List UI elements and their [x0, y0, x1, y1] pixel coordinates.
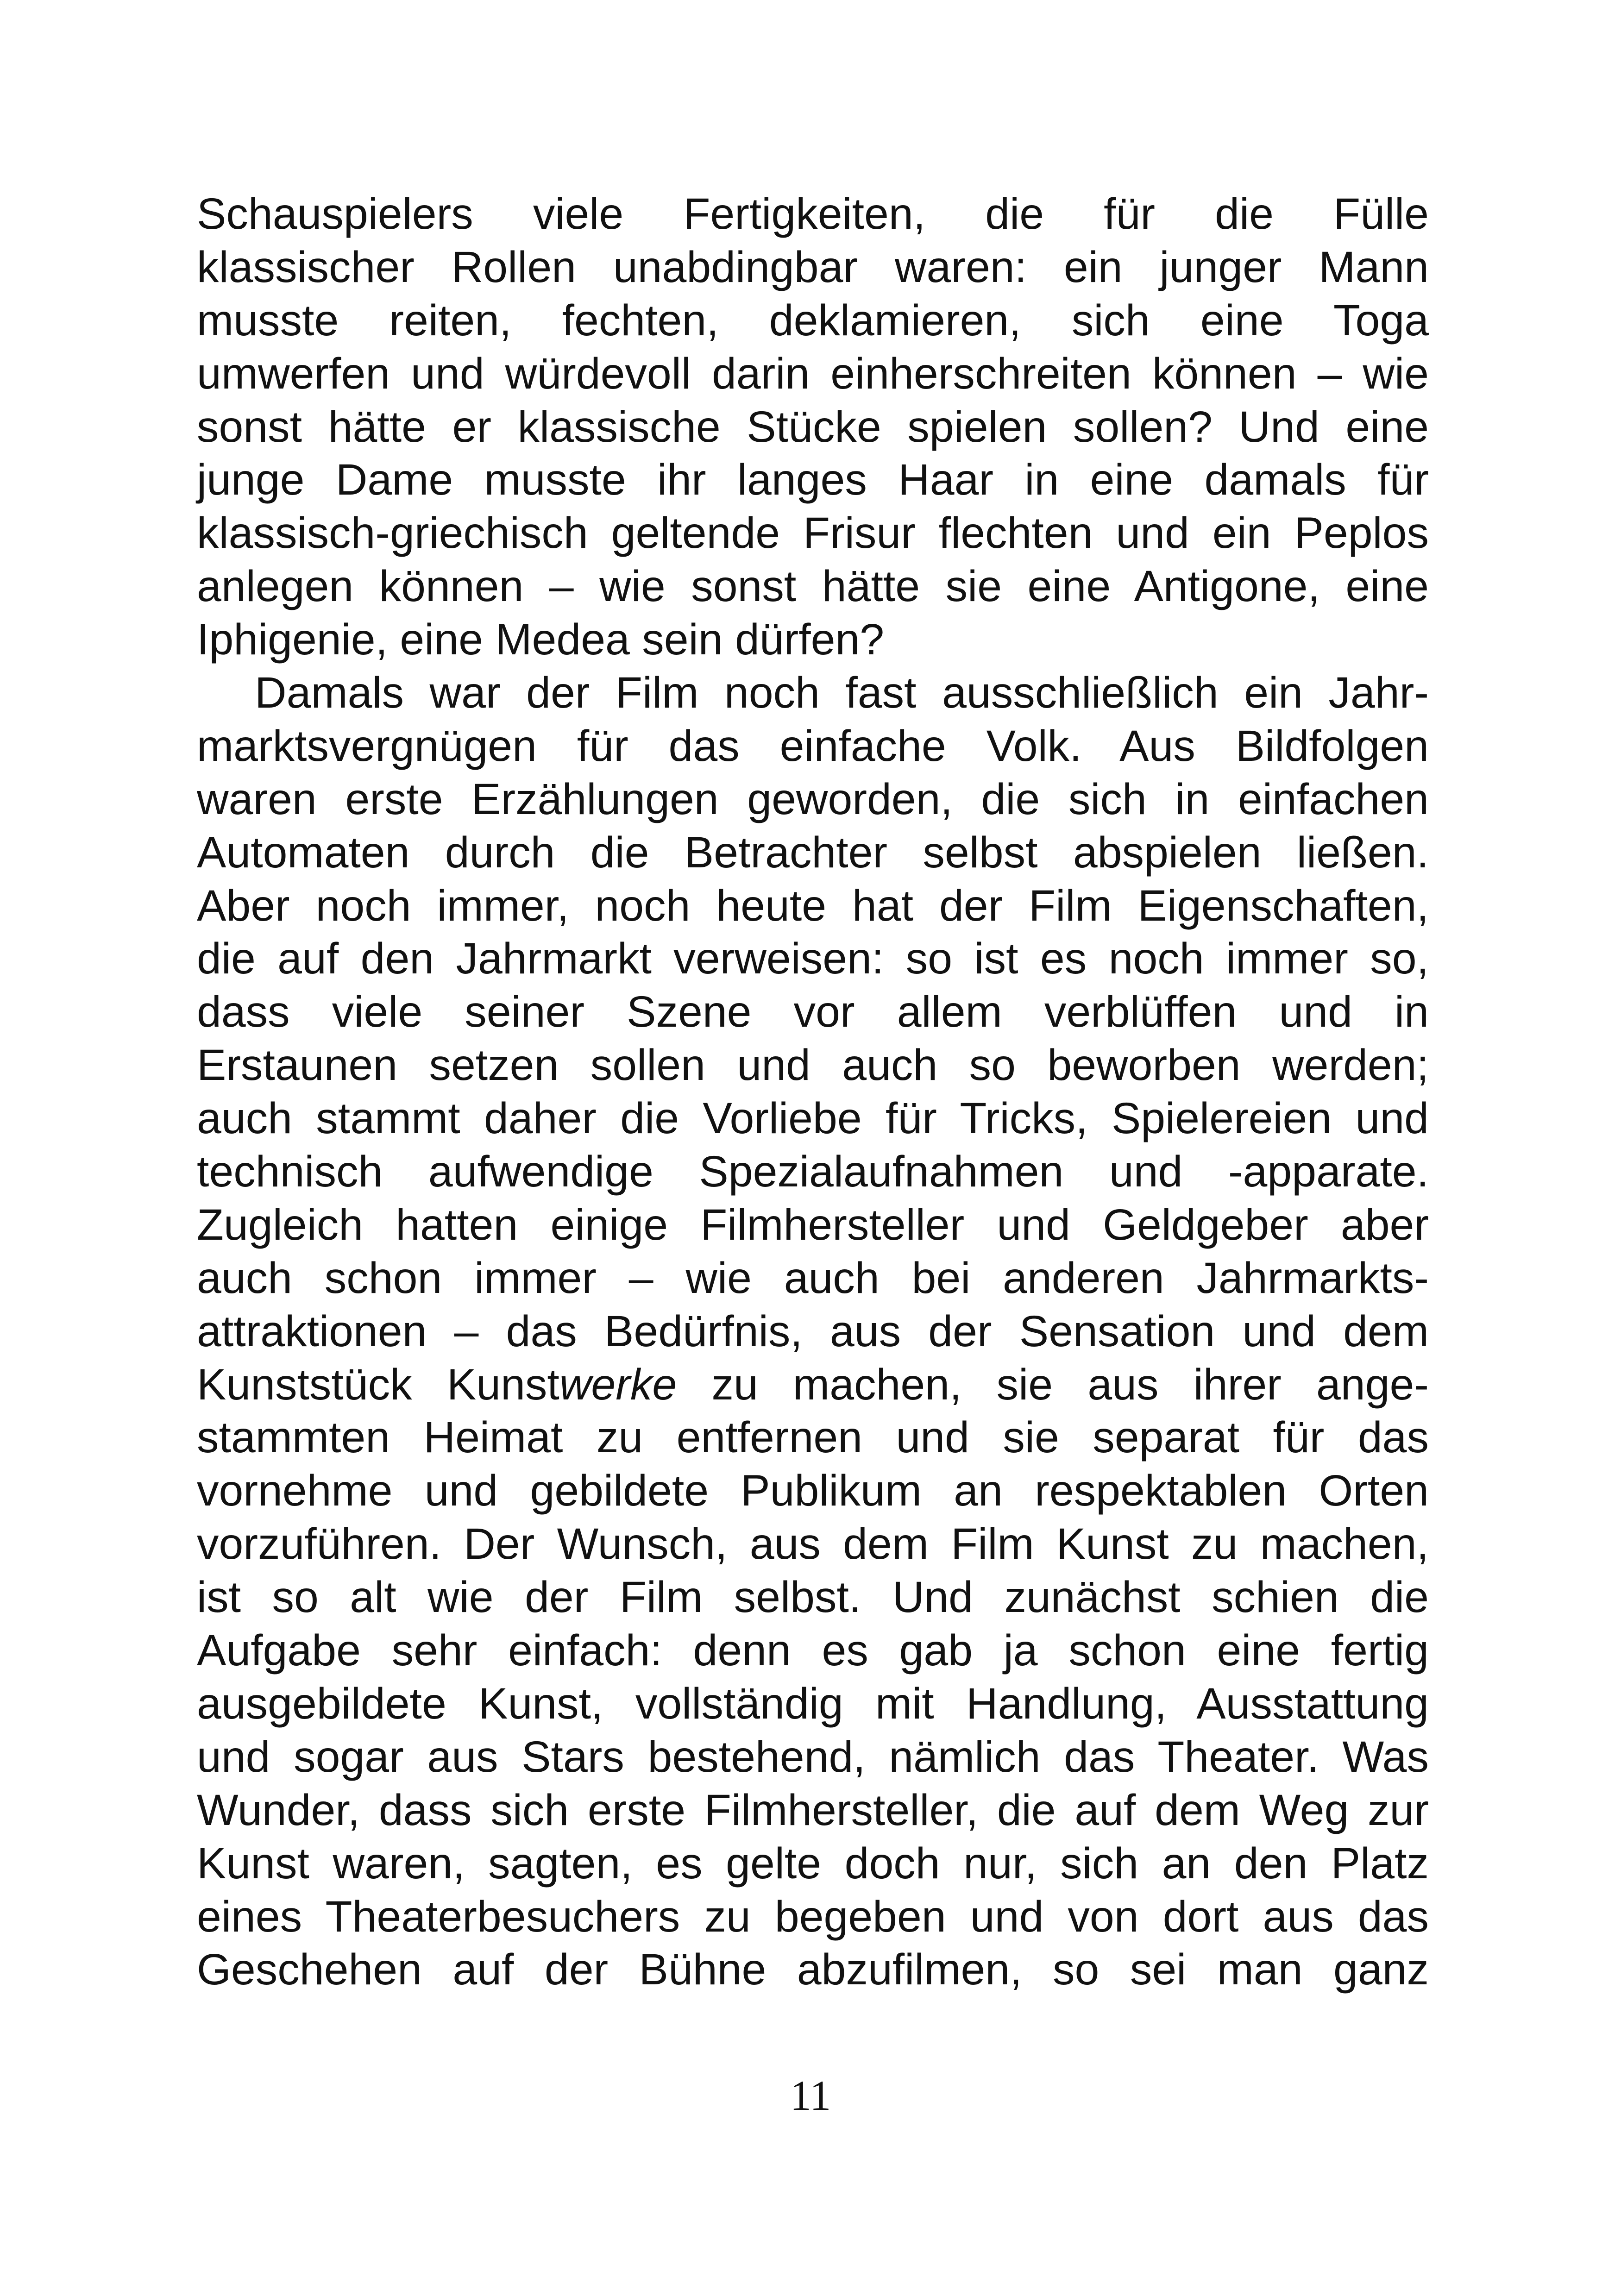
italic-text-segment: werke: [559, 1360, 677, 1409]
text-line: auch stammt daher die Vorliebe für Tricks, Spielereien und: [197, 1094, 1429, 1143]
page-number: 11: [790, 2072, 831, 2119]
text-line: Schauspielers viele Fertigkeiten, die für die Fülle: [197, 189, 1429, 238]
text-line: anlegen können – wie sonst hätte sie eine Antigone, eine: [197, 562, 1429, 611]
text-line: eines Theaterbesuchers zu begeben und von dort aus das: [197, 1892, 1429, 1941]
text-line: umwerfen und würdevoll darin einherschreiten können – wie: [197, 349, 1429, 398]
text-line: Iphigenie, eine Medea sein dürfen?: [197, 615, 885, 665]
text-line: die auf den Jahrmarkt verweisen: so ist es noch immer so,: [197, 934, 1429, 984]
text-line: technisch aufwendige Spezialaufnahmen und -apparate.: [197, 1147, 1429, 1197]
text-line: stammten Heimat zu entfernen und sie separat für das: [197, 1413, 1429, 1462]
text-line: Zugleich hatten einige Filmhersteller und Geldgeber aber: [197, 1200, 1429, 1249]
text-line: klassisch-griechisch geltende Frisur flechten und ein Peplos: [197, 508, 1429, 558]
text-line: Aber noch immer, noch heute hat der Film Eigenschaften,: [197, 881, 1429, 930]
text-segment: zu machen, sie aus ihrer ange-: [677, 1360, 1429, 1409]
text-line: auch schon immer – wie auch bei anderen Jahrmarkts-: [197, 1253, 1429, 1303]
text-line: musste reiten, fechten, deklamieren, sich eine Toga: [197, 295, 1429, 345]
text-line: waren erste Erzählungen geworden, die sich in einfachen: [197, 774, 1429, 824]
text-line: Erstaunen setzen sollen und auch so beworben werden;: [197, 1041, 1429, 1090]
text-line: ist so alt wie der Film selbst. Und zunächst schien die: [197, 1573, 1429, 1622]
text-line: klassischer Rollen unabdingbar waren: ein junger Mann: [197, 242, 1429, 292]
body-text: [197, 188, 1429, 1996]
text-line: Automaten durch die Betrachter selbst abspielen ließen.: [197, 828, 1429, 877]
text-line: marktsvergnügen für das einfache Volk. Aus Bildfolgen: [197, 721, 1429, 771]
text-line: Wunder, dass sich erste Filmhersteller, die auf dem Weg zur: [197, 1785, 1429, 1835]
text-line: Aufgabe sehr einfach: denn es gab ja schon eine fertig: [197, 1626, 1429, 1675]
text-line: Geschehen auf der Bühne abzufilmen, so sei man ganz: [197, 1945, 1429, 1995]
text-line: vorzuführen. Der Wunsch, aus dem Film Kunst zu machen,: [197, 1519, 1429, 1569]
text-line: dass viele seiner Szene vor allem verblüffen und in: [197, 987, 1429, 1037]
paragraph: [197, 188, 1429, 666]
text-line: vornehme und gebildete Publikum an respektablen Orten: [197, 1466, 1429, 1516]
text-line: Kunst waren, sagten, es gelte doch nur, sich an den Platz: [197, 1838, 1429, 1888]
text-line: junge Dame musste ihr langes Haar in eine damals für: [197, 455, 1429, 505]
text-line: sonst hätte er klassische Stücke spielen sollen? Und eine: [197, 402, 1429, 452]
text-line: [197, 1358, 1429, 1411]
text-line: und sogar aus Stars bestehend, nämlich das Theater. Was: [197, 1732, 1429, 1782]
text-segment: Kunststück Kunst: [197, 1360, 559, 1409]
text-line: attraktionen – das Bedürfnis, aus der Sensation und dem: [197, 1306, 1429, 1356]
text-line: ausgebildete Kunst, vollständig mit Handlung, Ausstattung: [197, 1679, 1429, 1728]
text-line: Damals war der Film noch fast ausschließlich ein Jahr-: [255, 668, 1429, 718]
paragraph: [197, 666, 1429, 1996]
